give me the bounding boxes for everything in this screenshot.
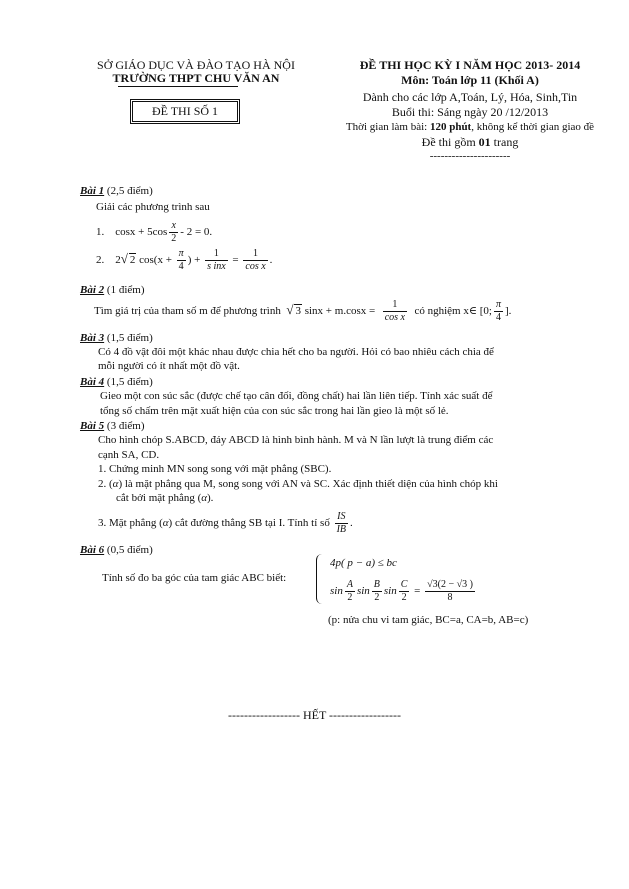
problem-1-intro: Giải các phương trình sau [96,201,210,213]
exam-duration: Thời gian làm bài: 120 phút, không kể thời gian giao đề [345,121,595,133]
problem-5-item-3: 3. Mặt phẳng (α) cắt đường thẳng SB tại I. Tính tỉ số $\frac{IS}{IB}$ . [98,511,353,535]
equation-system-brace [316,554,327,604]
problem-3-line-1: Có 4 đồ vật đôi một khác nhau được chia hết cho ba người. Hỏi có bao nhiêu cách chia để [98,346,494,358]
problem-4-line-1: Gieo một con súc sắc (được chế tạo cân đối, đồng chất) hai lần liên tiếp. Tính xác suất để [100,390,493,402]
header-dashes: ---------------------- [429,150,511,162]
exam-title: ĐỀ THI HỌC KỲ I NĂM HỌC 2013- 2014 [359,58,581,72]
problem-1-item-2: 2. 2√ 2 cos(x + $\frac{\pi}{4}$ ) + $\frac{1}{\text{s inx}}$ = $\frac{1}{\text{cos x}}$ . [96,248,273,272]
problem-4-line-2: tổng số chấm trên mặt xuất hiện của con súc sắc trong hai lần gieo là một số lẻ. [100,405,449,417]
system-equation: sin $\frac{A}{2}$ sin $\frac{B}{2}$ sin $\frac{C}{2}$ = $\frac{√3(2 - √3 )}{8}$ [330,579,473,603]
problem-5-line-2: cạnh SA, CD. [98,449,160,461]
problem-5-item-2-cont: cắt bởi mặt phẳng (α). [116,492,214,504]
school-name: TRƯỜNG THPT CHU VĂN AN [112,71,280,85]
exam-subject: Môn: Toán lớp 11 (Khối A) [401,73,539,87]
problem-5-item-2: 2. (α) là mặt phẳng qua M, song song với AN và SC. Xác định thiết diện của hình chóp khi [98,478,498,490]
problem-2-statement: Tìm giá trị của tham số m để phương trình √ 3 sinx + m.cosx = $\frac{1}{\text{cos x}}$ có nghiệm x∈ [0; $\frac{\pi}{4}$ ]. [94,299,512,323]
problem-5-heading: Bài 5 (3 điểm) [80,420,145,432]
exam-code-box: ĐỀ THI SỐ 1 [132,101,238,122]
exam-date: Buổi thi: Sáng ngày 20 /12/2013 [391,105,549,119]
system-inequality: 4p( p − a) ≤ bc [330,557,397,569]
department-name: SỞ GIÁO DỤC VÀ ĐÀO TẠO HÀ NỘI [97,58,295,72]
problem-3-line-2: mỗi người có ít nhất một đồ vật. [98,360,240,372]
problem-5-item-1: 1. Chứng minh MN song song với mặt phẳng (SBC). [98,463,332,475]
problem-5-line-1: Cho hình chóp S.ABCD, đáy ABCD là hình bình hành. M và N lần lượt là trung điểm các [98,434,494,446]
problem-6-statement: Tính số đo ba góc của tam giác ABC biết: [102,572,287,584]
exam-pages: Đề thi gồm 01 trang [421,135,519,149]
end-marker: ------------------ HẾT ------------------ [228,708,401,722]
problem-1-item-1: 1. cosx + 5cos $\frac{x}{2}$ - 2 = 0. [96,220,213,244]
header-underline [118,86,238,87]
problem-2-heading: Bài 2 (1 điểm) [80,284,145,296]
problem-6-note: (p: nửa chu vi tam giác, BC=a, CA=b, AB=c) [328,614,529,626]
problem-1-heading: Bài 1 (2,5 điểm) [80,185,153,197]
problem-6-heading: Bài 6 (0,5 điểm) [80,544,153,556]
problem-3-heading: Bài 3 (1,5 điểm) [80,332,153,344]
problem-4-heading: Bài 4 (1,5 điểm) [80,376,153,388]
exam-classes: Dành cho các lớp A,Toán, Lý, Hóa, Sinh,Tin [362,90,578,104]
